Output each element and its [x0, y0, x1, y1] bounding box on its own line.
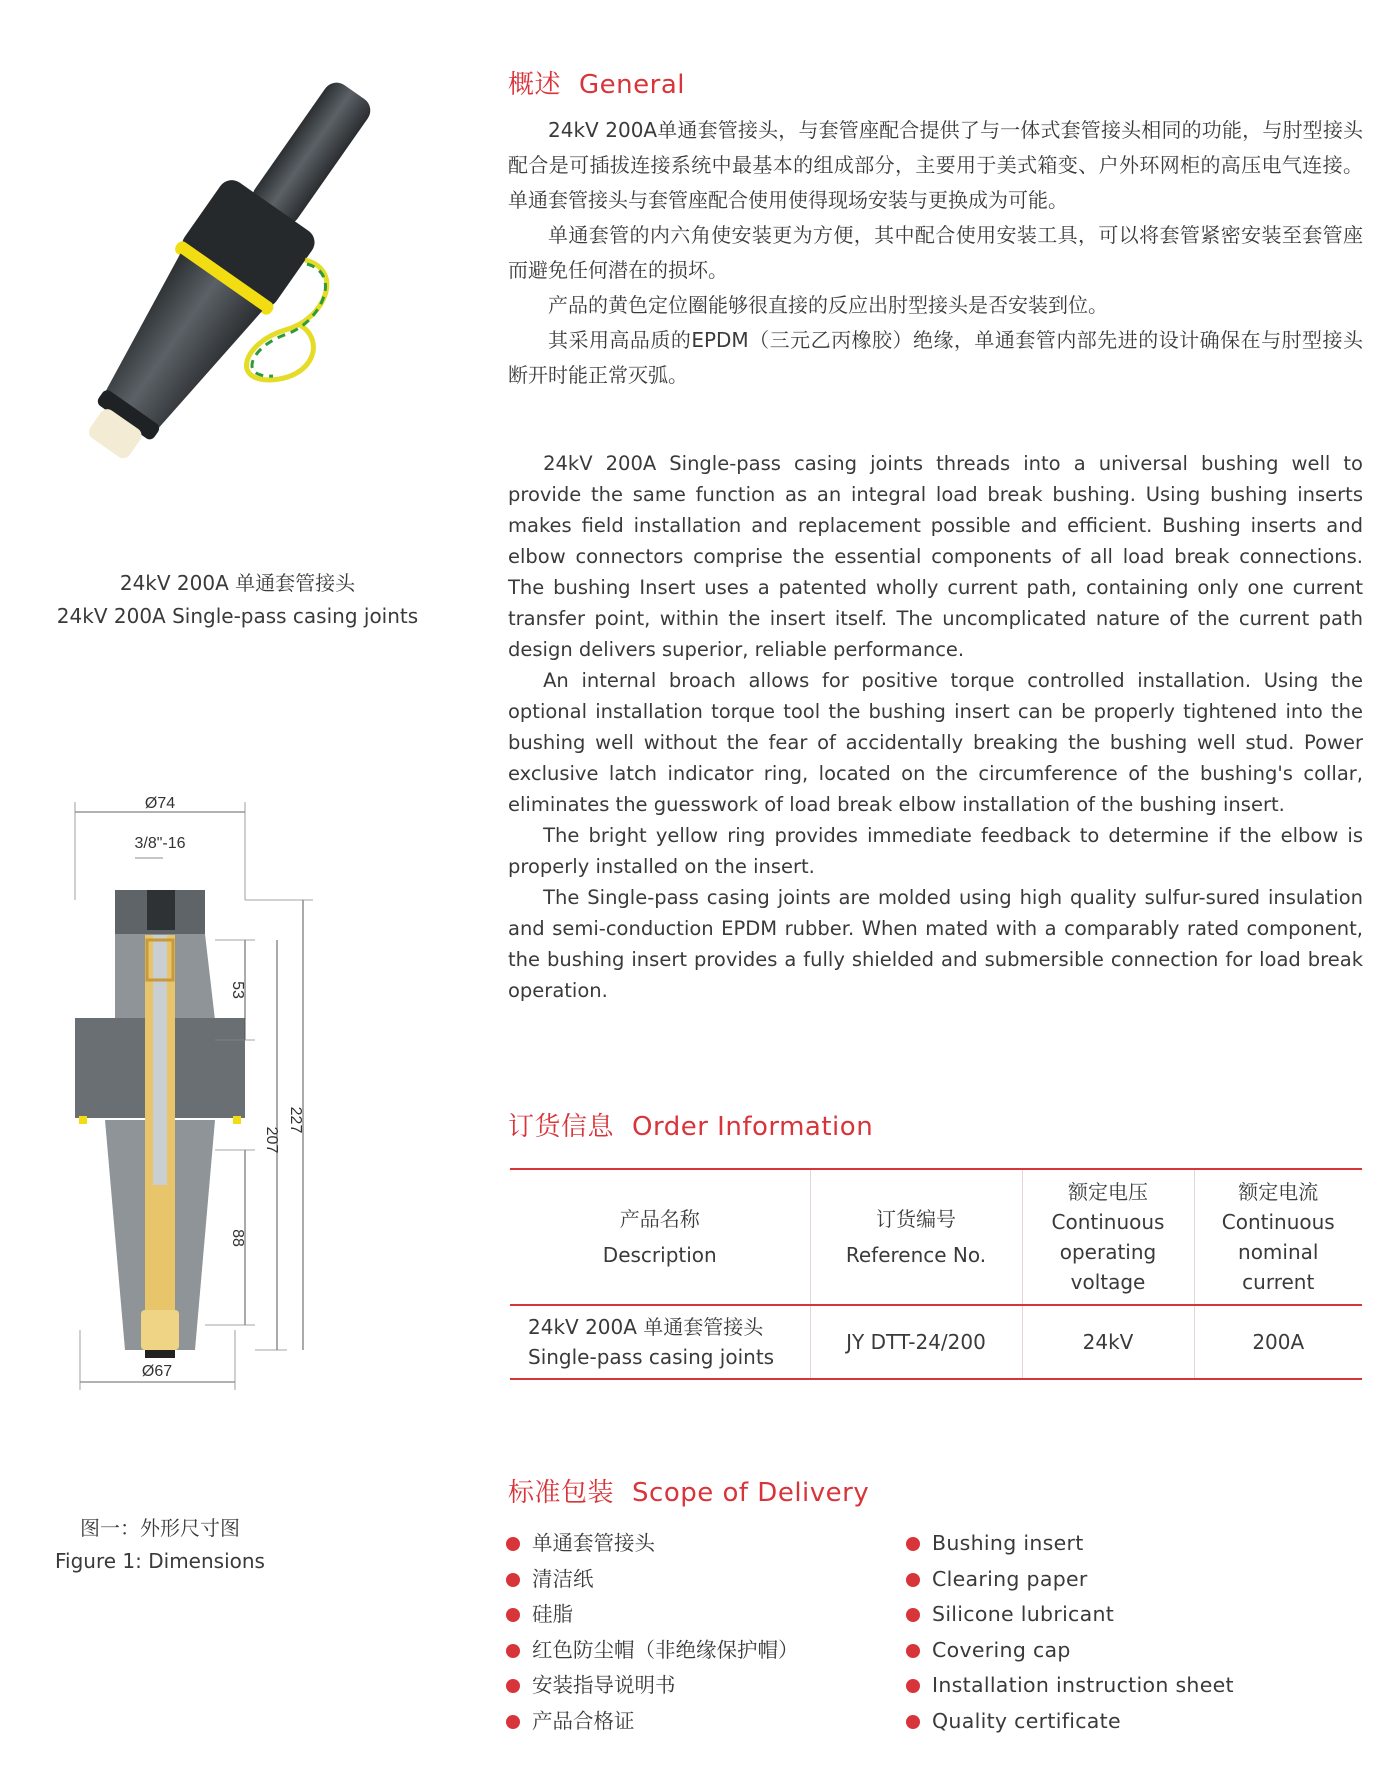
order-table: [510, 1168, 1362, 1380]
bullet-dot-icon: [906, 1644, 920, 1658]
section-title-cn: 标准包装: [508, 1478, 615, 1508]
list-item: 红色防尘帽（非绝缘保护帽）: [506, 1633, 799, 1669]
dim-88: 88: [229, 1229, 246, 1247]
figure-caption-cn: 图一：外形尺寸图: [80, 1516, 240, 1540]
bullet-dot-icon: [906, 1608, 920, 1622]
bullet-dot-icon: [906, 1715, 920, 1729]
section-title-en: General: [579, 70, 685, 100]
cell-reference: JY DTT-24/200: [810, 1305, 1022, 1379]
section-title-delivery: [508, 1472, 869, 1509]
dim-207: 207: [263, 1126, 280, 1154]
product-caption: [0, 567, 475, 633]
list-item: Installation instruction sheet: [906, 1668, 1234, 1704]
dim-53: 53: [229, 981, 246, 999]
section-title-cn: 订货信息: [508, 1112, 615, 1142]
cell-current: 200A: [1252, 1330, 1305, 1354]
paragraph: The bright yellow ring provides immediate feedback to determine if the elbow is properly installed on the insert.: [508, 824, 1363, 878]
cell-voltage: 24kV: [1022, 1305, 1194, 1379]
general-cn-text: [508, 113, 1363, 393]
figure-caption: [0, 1512, 320, 1578]
product-caption-en: 24kV 200A Single-pass casing joints: [56, 604, 419, 628]
bullet-dot-icon: [906, 1573, 920, 1587]
delivery-list-en: [906, 1526, 1234, 1739]
paragraph: 其采用高品质的EPDM（三元乙丙橡胶）绝缘，单通套管内部先进的设计确保在与肘型接头断开时能正常灭弧。: [508, 328, 1363, 387]
cell-description: 24kV 200A 单通套管接头 Single-pass casing joints: [510, 1305, 810, 1379]
paragraph: 24kV 200A Single-pass casing joints threads into a universal bushing well to provide the same function as an integral load break bushing. Using bushing inserts makes field installation and replacement possible and efficient. Bushing inserts and elbow connectors comprise the essential components of all load break connections. The bushing Insert uses a patented wholly current path, containing only one current transfer point, within the insert itself. The uncomplicated nature of the current path design delivers superior, reliable performance.: [508, 452, 1363, 661]
bullet-dot-icon: [906, 1679, 920, 1693]
list-item: Covering cap: [906, 1633, 1234, 1669]
paragraph: The Single-pass casing joints are molded using high quality sulfur-sured insulation and semi-conduction EPDM rubber. When mated with a comparably rated component, the bushing insert provides a fully shielded and submersible connection for load break operation.: [508, 886, 1363, 1002]
table-header-row: [510, 1169, 1362, 1305]
list-item: 清洁纸: [506, 1562, 799, 1598]
bullet-dot-icon: [506, 1679, 520, 1693]
header-reference: 订货编号 Reference No.: [810, 1169, 1022, 1305]
paragraph: An internal broach allows for positive torque controlled installation. Using the optional installation torque tool the bushing insert can be properly tightened into the bushing well without the fear of accidentally breaking the bushing well stud. Power exclusive latch indicator ring, located on the circumference of the bushing's collar, eliminates the guesswork of load break elbow installation of the bushing insert.: [508, 669, 1363, 816]
dim-top-diameter: Ø74: [144, 795, 176, 812]
dim-bottom-diameter: Ø67: [141, 1363, 173, 1380]
paragraph: 产品的黄色定位圈能够很直接的反应出肘型接头是否安装到位。: [548, 293, 1108, 317]
list-item: 产品合格证: [506, 1704, 799, 1740]
bullet-dot-icon: [506, 1644, 520, 1658]
section-title-general: [508, 64, 685, 101]
section-title-en: Scope of Delivery: [632, 1478, 870, 1508]
section-title-order: [508, 1106, 873, 1143]
list-item: Silicone lubricant: [906, 1597, 1234, 1633]
list-item: 安装指导说明书: [506, 1668, 799, 1704]
header-current: 额定电流 Continuous nominal current: [1221, 1180, 1335, 1294]
header-voltage: 额定电压 Continuous operating voltage: [1022, 1169, 1194, 1305]
bullet-dot-icon: [506, 1573, 520, 1587]
list-item: Quality certificate: [906, 1704, 1234, 1740]
general-en-text: [508, 448, 1363, 1006]
paragraph: 24kV 200A单通套管接头，与套管座配合提供了与一体式套管接头相同的功能，与肘型接头配合是可插拔连接系统中最基本的组成部分，主要用于美式箱变、户外环网柜的高压电气连接。单通套管接头与套管座配合使用使得现场安装与更换成为可能。: [508, 118, 1363, 212]
dim-227: 227: [287, 1106, 304, 1134]
section-title-cn: 概述: [508, 70, 562, 100]
bullet-dot-icon: [506, 1715, 520, 1729]
bullet-dot-icon: [506, 1608, 520, 1622]
bullet-dot-icon: [506, 1537, 520, 1551]
section-title-en: Order Information: [632, 1112, 874, 1142]
list-item: 硅脂: [506, 1597, 799, 1633]
dim-thread: 3/8"-16: [134, 835, 186, 852]
table-row: [510, 1305, 1362, 1379]
product-photo: [55, 60, 375, 480]
paragraph: 单通套管的内六角使安装更为方便，其中配合使用安装工具，可以将套管紧密安装至套管座而避免任何潜在的损坏。: [508, 223, 1363, 282]
dimension-drawing: [55, 790, 375, 1460]
list-item: 单通套管接头: [506, 1526, 799, 1562]
delivery-list-cn: [506, 1526, 799, 1739]
product-caption-cn: 24kV 200A 单通套管接头: [119, 571, 356, 595]
list-item: Clearing paper: [906, 1562, 1234, 1598]
bullet-dot-icon: [906, 1537, 920, 1551]
header-description: 产品名称 Description: [510, 1169, 810, 1305]
figure-caption-en: Figure 1: Dimensions: [55, 1549, 265, 1573]
list-item: Bushing insert: [906, 1526, 1234, 1562]
